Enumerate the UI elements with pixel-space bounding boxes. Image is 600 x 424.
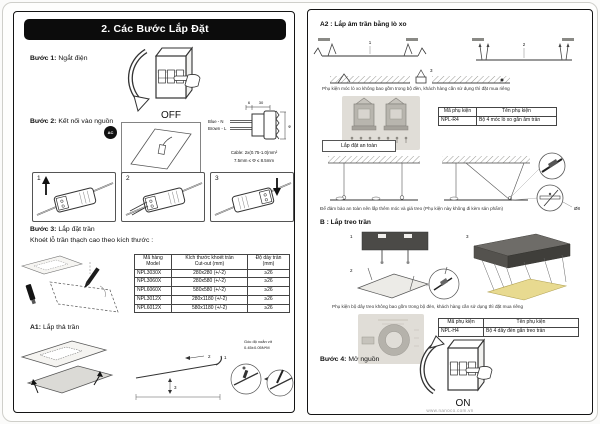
driver-wire-diagram <box>122 173 206 223</box>
table-row <box>135 304 290 313</box>
acc2-code: NPL-H4 <box>439 327 484 336</box>
model-cell: NPL3030X <box>135 269 172 278</box>
a2-spring-mount-diagram <box>314 36 586 88</box>
off-label: OFF <box>161 110 181 121</box>
torque-note-line1: Góc độ xoắn vít <box>244 339 273 344</box>
b-suspension-diagram <box>348 230 576 304</box>
cutout-marking-sketch <box>20 250 132 324</box>
thickness-cell: ≥26 <box>248 278 290 287</box>
brown-wire-label: Brown - L <box>208 126 227 131</box>
driver-lift-diagram <box>33 173 117 223</box>
step3-number: Bước 3: <box>30 226 57 233</box>
header-line: Độ dày trần <box>255 255 282 261</box>
b-figure-2 <box>350 267 459 299</box>
a1-drop-in-diagram <box>20 333 292 411</box>
cutout-cell: 580x1180 (+/-2) <box>172 304 248 313</box>
breaker-off-illustration <box>112 42 204 122</box>
b-fig2-number: 2 <box>350 268 353 273</box>
driver-close-diagram <box>211 173 295 223</box>
step3-label <box>30 226 95 233</box>
frame-2-number: 2 <box>126 175 130 182</box>
b-number: B : <box>320 219 329 226</box>
table-row <box>135 269 290 278</box>
acc1-name: Bộ 4 móc lò xo gắn âm trần <box>477 116 557 125</box>
b-figure-1 <box>350 232 428 264</box>
step1-text: Ngắt điện <box>58 55 88 62</box>
marker-icon <box>25 284 36 305</box>
safety-figure-1 <box>328 156 420 200</box>
ac-badge: AC <box>104 126 117 139</box>
step1-label <box>30 55 87 62</box>
step4-number: Bước 4: <box>320 356 347 363</box>
col-header-cutout <box>172 255 248 270</box>
acc2-col-name: Tên phụ kiện <box>484 319 579 328</box>
diameter-note: 7.5mm ≤ Φ ≤ 8.5mm <box>233 158 275 163</box>
torque-note-line2: 0.45±0.05N*M <box>244 345 270 350</box>
step3-text: Lắp đặt trần <box>58 226 95 233</box>
breaker-on-illustration <box>404 336 496 408</box>
table-row <box>135 278 290 287</box>
a1-label <box>30 324 79 331</box>
phi-label: Φ <box>288 124 292 129</box>
table-row <box>439 327 579 336</box>
dim-length-label: 30 <box>258 100 264 105</box>
right-column-panel <box>307 9 593 415</box>
col-header-model <box>135 255 172 270</box>
a2-figure-2 <box>472 38 574 60</box>
header-line: Model <box>146 260 160 267</box>
arrow-down-icon <box>134 96 149 111</box>
panel-back-sketch <box>121 122 201 174</box>
safety-detail-circle-1 <box>539 153 565 179</box>
header-line: (mm) <box>262 260 275 267</box>
a1-isometric-figure <box>22 341 112 393</box>
table-row <box>135 295 290 304</box>
acc1-col-name: Tên phụ kiện <box>477 108 557 117</box>
acc2-name: Bộ 4 dây đèn gắn treo trần <box>484 327 579 336</box>
a2-number: A2 : <box>320 21 333 28</box>
safety-install-box: Lắp đặt an toàn <box>322 140 396 152</box>
model-cell: NPL3012X <box>135 295 172 304</box>
wire-strip-diagram <box>206 98 294 172</box>
connect-frame-2 <box>121 172 205 222</box>
a1-text: Lắp thả trần <box>42 324 80 331</box>
page-sheet <box>2 2 598 422</box>
acc1-col-code: Mã phụ kiện <box>439 108 477 117</box>
model-cell: NPL3060X <box>135 278 172 287</box>
b-heading <box>320 219 371 226</box>
cable-note: Cable: 2x(0.75-1.0)mm² <box>230 150 278 155</box>
blue-wire-label: Blue - N <box>208 119 224 124</box>
col-header-thickness <box>248 255 290 270</box>
safety-figure-2 <box>442 156 530 200</box>
b-fig1-number: 1 <box>350 234 353 239</box>
left-column-panel <box>13 11 295 413</box>
a1-number: A1: <box>30 324 41 331</box>
arrow-up-icon <box>430 336 444 348</box>
a2-figure-1 <box>314 38 426 56</box>
accessory-table-spring <box>438 107 557 126</box>
a2-ceiling-section <box>330 68 510 84</box>
dim-3-label: 3 <box>174 385 177 390</box>
frame-3-number: 3 <box>215 175 219 182</box>
b-figure-3 <box>466 234 570 300</box>
header-line: Cut-out (mm) <box>194 260 225 267</box>
step1-number: Bước 1: <box>30 55 57 62</box>
step2-text: Kết nối vào nguồn <box>58 118 114 125</box>
arrow-down-icon <box>273 188 281 196</box>
a2-fig3-number: 3 <box>430 68 433 73</box>
step2-label <box>30 118 113 125</box>
model-cell: NPL6012X <box>135 304 172 313</box>
b-text: Lắp treo trần <box>330 219 371 226</box>
model-cell: NPL6060X <box>135 287 172 296</box>
cutout-cell: 280x280 (+/-2) <box>172 269 248 278</box>
b-fig3-number: 3 <box>466 234 469 239</box>
rod-diameter-label: Ø8 <box>574 206 581 211</box>
dim-2-label: 2 <box>208 354 211 359</box>
cutout-cell: 280x580 (+/-2) <box>172 278 248 287</box>
a2-fig1-number: 1 <box>368 40 372 45</box>
accessory-table-wire <box>438 318 579 337</box>
connect-frame-1 <box>32 172 116 222</box>
cutout-cell: 280x1180 (+/-2) <box>172 295 248 304</box>
connect-frame-3 <box>210 172 294 222</box>
dim-strip-label: 6 <box>247 100 251 105</box>
step2-number: Bước 2: <box>30 118 57 125</box>
step4-label <box>320 356 379 363</box>
cutout-size-table <box>134 254 290 313</box>
a1-side-view-figure <box>136 354 227 400</box>
header-line: Mã hàng <box>143 255 163 261</box>
step4-text: Mở nguồn <box>348 356 380 363</box>
thickness-cell: ≥26 <box>248 269 290 278</box>
step3-subtext: Khoét lỗ trần thạch cao theo kích thước : <box>30 237 154 244</box>
safety-note: Để đảm bảo an toàn nên lắp thêm móc và giá treo (Phụ kiện này không đi kèm sản phẩm) <box>320 206 504 211</box>
acc2-col-code: Mã phụ kiện <box>439 319 484 328</box>
thickness-cell: ≥26 <box>248 295 290 304</box>
marker-pen-icon <box>83 267 100 289</box>
a2-accessory-note: Phụ kiện móc lò xo không bao gồm trong bộ đèn, khách hàng cần sử dụng thì đặt mua riêng <box>322 86 510 91</box>
b-accessory-note: Phụ kiện bộ dây treo không bao gồm trong bộ đèn, khách hàng cần sử dụng thì đặt mua riêng <box>332 304 524 309</box>
arrow-up-icon <box>42 176 50 184</box>
a2-text: Lắp âm trần bằng lò xo <box>334 21 407 28</box>
website-url: www.nanoco.com.vn <box>426 408 474 413</box>
page-title: 2. Các Bước Lắp Đặt <box>24 19 286 40</box>
acc1-code: NPL-R4 <box>439 116 477 125</box>
dim-1-label: 1 <box>224 355 227 360</box>
cutout-cell: 580x580 (+/-2) <box>172 287 248 296</box>
connector-icon <box>158 145 165 155</box>
on-label: ON <box>455 398 471 409</box>
a1-screw-detail-figure <box>231 339 293 396</box>
table-row <box>135 287 290 296</box>
a2-heading <box>320 21 407 28</box>
thickness-cell: ≥26 <box>248 287 290 296</box>
header-line: Kích thước khoét trần <box>185 255 234 261</box>
safety-hanging-diagram <box>314 148 586 212</box>
thickness-cell: ≥26 <box>248 304 290 313</box>
a2-fig2-number: 2 <box>522 42 526 47</box>
table-row <box>439 116 557 125</box>
frame-1-number: 1 <box>37 175 41 182</box>
